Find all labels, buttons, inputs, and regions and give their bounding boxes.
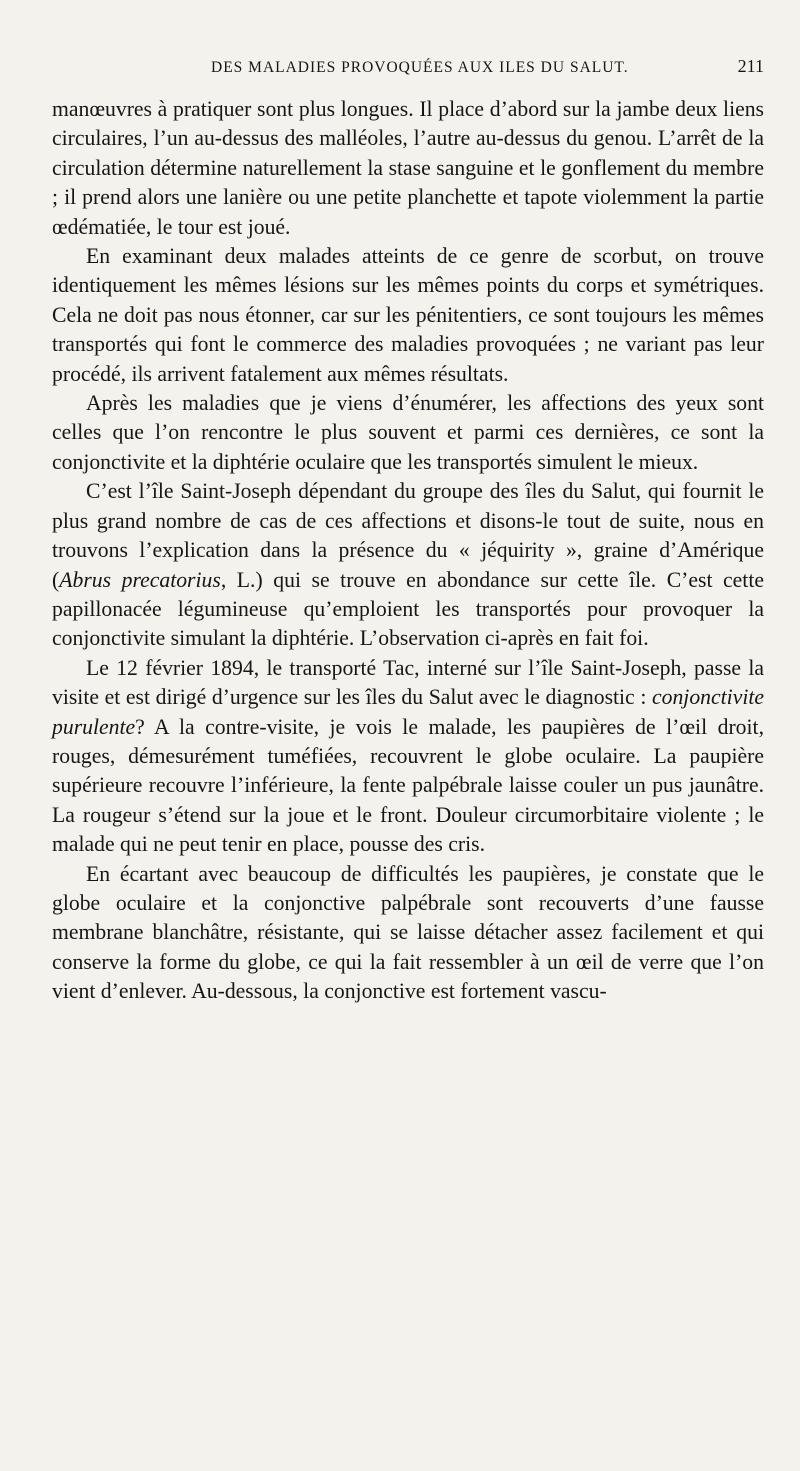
paragraph (52, 860, 764, 1007)
italic-term: Abrus precatorius (59, 567, 221, 592)
body-text (52, 95, 764, 1007)
paragraph (52, 477, 764, 653)
paragraph (52, 242, 764, 389)
text-segment: En examinant deux malades atteints de ce genre de scorbut, on trouve identiquement les mêmes lésions sur les mêmes points du corps et symétriques. Cela ne doit pas nous étonner, car sur les pénitentiers, ce sont toujours les mêmes transportés qui font le commerce des maladies provoquées ; ne variant pas leur procédé, ils arrivent fatalement aux mêmes résultats. (52, 244, 764, 386)
text-segment: C’est l’île Saint-Joseph dépendant du groupe des îles du Salut, qui fournit le plus grand nombre de cas de ces affections et disons-le tout de suite, nous en trouvons l’explication dans la présence du « jéquirity », graine d’Amérique ( (52, 479, 764, 592)
running-head-title: DES MALADIES PROVOQUÉES AUX ILES DU SALUT. (211, 59, 629, 76)
paragraph (52, 95, 764, 242)
text-segment: Le 12 février 1894, le transporté Tac, interné sur l’île Saint-Joseph, passe la visite et est dirigé d’urgence sur les îles du Salut avec le diagnostic : (52, 655, 764, 710)
text-segment: Après les maladies que je viens d’énumérer, les affections des yeux sont celles que l’on rencontre le plus souvent et parmi ces dernières, ce sont la conjonctivite et la diphtérie oculaire que les transportés simulent le mieux. (52, 391, 764, 474)
text-segment: manœuvres à pratiquer sont plus longues. Il place d’abord sur la jambe deux liens circulaires, l’un au-dessus des malléoles, l’autre au-dessus du genou. L’arrêt de la circulation détermine naturellement la stase sanguine et le gonflement du membre ; il prend alors une lanière ou une petite planchette et tapote violemment la partie œdématiée, le tour est joué. (52, 97, 764, 239)
paragraph (52, 389, 764, 477)
page-number: 211 (737, 56, 764, 76)
text-segment: En écartant avec beaucoup de difficultés les paupières, je constate que le globe oculaire et la conjonctive palpébrale sont recouverts d’une fausse membrane blanchâtre, résistante, qui se laisse détacher assez facilement et qui conserve la forme du globe, ce qui la fait ressembler à un œil de verre que l’on vient d’enlever. Au-dessous, la conjonctive est fortement vascu- (52, 861, 764, 1004)
italic-term: conjonctivite purulente (52, 685, 764, 739)
text-segment: , L.) qui se trouve en abondance sur cette île. C’est cette papillonacée légumineuse qu’emploient les transportés pour provoquer la conjonctivite simulant la diphtérie. L’observation ci-après en fait foi. (52, 567, 764, 651)
running-head (52, 56, 764, 78)
text-segment: ? A la contre-visite, je vois le malade, les paupières de l’œil droit, rouges, démesurément tuméfiées, recouvrent le globe oculaire. La paupière supérieure recouvre l’inférieure, la fente palpébrale laisse couler un pus jaunâtre. La rougeur s’étend sur la joue et le front. Douleur circumorbitaire violente ; le malade qui ne peut tenir en place, pousse des cris. (52, 714, 764, 857)
paragraph (52, 654, 764, 860)
